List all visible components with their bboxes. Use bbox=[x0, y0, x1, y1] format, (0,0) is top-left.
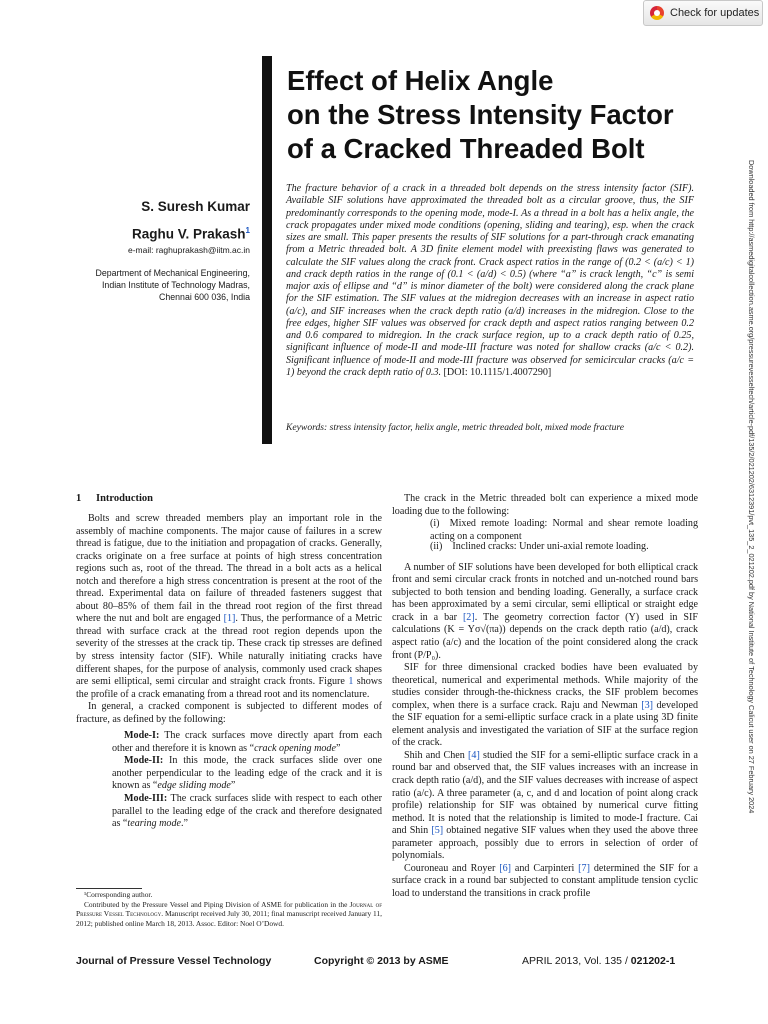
article-number: 021202-1 bbox=[630, 955, 676, 967]
citation-link[interactable]: [5] bbox=[431, 825, 444, 837]
footnote-marker[interactable]: 1 bbox=[245, 226, 250, 235]
title-line: of a Cracked Threaded Bolt bbox=[287, 133, 645, 164]
figure-link[interactable]: 1 bbox=[348, 676, 354, 688]
footnote-line: ¹Corresponding author. bbox=[84, 890, 153, 899]
title-accent-bar bbox=[262, 56, 272, 444]
download-watermark bbox=[742, 160, 756, 910]
affiliation-line: Department of Mechanical Engineering, bbox=[95, 268, 250, 278]
citation-link[interactable]: [4] bbox=[468, 749, 480, 761]
footnote-line: Contributed by the Pressure Vessel and Piping Division of ASME for publication in the Journal of Pressure Vessel Technology. Manuscript received July 30, 2011; final manuscript received January 11, 2012; published online March 18, 2013. Assoc. Editor: Noel O’Dowd. bbox=[76, 899, 382, 928]
list-item: Mode-I: The crack surfaces move directly apart from each other and therefore it is known as “crack opening mode” bbox=[112, 730, 382, 754]
paragraph: The crack in the Metric threaded bolt can experience a mixed mode loading due to the following: bbox=[392, 493, 698, 517]
citation-link[interactable]: [3] bbox=[641, 699, 653, 711]
section-heading bbox=[76, 493, 153, 504]
author-name: Raghu V. Prakash$^1$ bbox=[131, 226, 250, 242]
column-left bbox=[76, 513, 382, 831]
title-line: on the Stress Intensity Factor bbox=[287, 99, 674, 130]
footer-issue: APRIL 2013, Vol. 135 / 021202-1 bbox=[522, 955, 676, 967]
check-for-updates-button[interactable] bbox=[643, 0, 763, 26]
citation-link[interactable]: [7] bbox=[578, 862, 590, 874]
list-item: (ii) Inclined cracks: Under uni-axial remote loading. bbox=[430, 541, 649, 553]
crossmark-icon bbox=[650, 6, 664, 20]
affiliation bbox=[86, 267, 250, 304]
footnote-rule bbox=[76, 888, 142, 889]
author-name: S. Suresh Kumar bbox=[141, 199, 250, 214]
paragraph: Couroneau and Royer [6] and Carpinteri [7] determined the SIF for a surface crack in a round bar subjected to constant amplitude tension cyclic load to understand the transitions in crack profile bbox=[392, 862, 698, 899]
abstract-text: The fracture behavior of a crack in a threaded bolt depends on the stress intensity factor (SIF). Available SIF solutions have approximated the threaded bolt as a circular groove, thus, the SIF predominantly corresponds to the opening mode, mode-I. As a thread in a bolt has a helix angle, the crack propagates under mixed mode conditions (opening, sliding and tearing), esp. when the crack sizes are small. This paper presents the results of SIF solutions for a part-through crack emanating from a Metric threaded bolt. A 3D finite element model with preexisting flaws was generated to calculate the SIF values along the crack front. Crack aspect ratios in the range of (0.2 < (a/c) < 1) and crack depth ratios in the range of (0.1 < (a/d) < 0.5) (where “a” is crack length, “c” is semi major axis of ellipse and “d” is minor diameter of the bolt) were considered along the crack plane for the SIF estimation. The SIF values at the midregion decreases with an increase in aspect ratio (a/c), and SIF increases when the crack depth ratio (a/d) increases in the midregion. Close to the free edges, higher SIF values was observed for crack depth and aspect ratios ranging between 0.2 and 0.6 compared to midregion. In the crack surface region, up to a crack depth ratio of 0.25, significant influence of mode-II and mode-III fracture was noted for shallow cracks (a/c < 0.2). Significant influence of mode-II and mode-III fracture was observed for semicircular cracks (a/c = 1) beyond the crack depth ratio of 0.3. bbox=[286, 183, 694, 378]
title-line: Effect of Helix Angle bbox=[287, 65, 554, 96]
check-for-updates-label: Check for updates bbox=[670, 7, 760, 19]
download-watermark-text: Downloaded from http://asmedigitalcollection.asme.org/pressurevesseltech/article-pdf/135/2/021202/6312391/pvt_135_2_021202.pdf by National Institute of Technology Calicut user on 27 February 2024 bbox=[747, 160, 756, 814]
abstract bbox=[286, 183, 694, 379]
affiliation-line: Indian Institute of Technology Madras, bbox=[101, 280, 250, 291]
paragraph: SIF for three dimensional cracked bodies have been evaluated by theoretical, numerical and experimental methods. While majority of the studies consider through-the-thickness cracks, the SIF problem becomes complex, when there is a surface crack. Raju and Newman [3] developed the SIF equation for a semi-elliptic surface crack in a plate using 3D finite element analysis and investigated the variation of SIF at the surface region of the crack. bbox=[392, 662, 698, 749]
list-item: Mode-II: In this mode, the crack surfaces slide over one another perpendicular to the leading edge of the crack and it is known as “edge sliding mode” bbox=[112, 755, 382, 792]
paragraph: A number of SIF solutions have been developed for both elliptical crack front and semi circular crack fronts in notched and un-notched round bars subjected to both tension and bending loading. Generally, a surface crack has been approximated by a semi circular, semi elliptical or straight edge crack in a bar [2]. The geometry correction factor (Y) used in SIF calculations (K = Yσ√(πa)) depends on the crack depth ratio (a/d), crack aspect ratio (a/c) and the location of the point considered along the crack front (P/P₀). bbox=[392, 561, 698, 661]
keywords: Keywords: stress intensity factor, helix angle, metric threaded bolt, mixed mode fracture bbox=[286, 422, 625, 433]
footnote bbox=[76, 890, 382, 928]
doi-link[interactable]: [DOI: 10.1115/1.4007290] bbox=[443, 366, 552, 378]
column-right bbox=[392, 493, 698, 901]
citation-link[interactable]: [1] bbox=[223, 613, 236, 625]
paper-title bbox=[287, 64, 674, 166]
citation-link[interactable]: [2] bbox=[462, 611, 475, 623]
paragraph: Bolts and screw threaded members play an important role in the assembly of machine components. The major cause of failures in a screw thread is fatigue, due to the initiation and propagation of cracks. Generally, cracks originate on a free surface at points of high stress concentration regions such as, root of the thread. The thread in a bolt acts as a helical notch and therefore a high stress concentration is present at the root of the thread. Experimental data on failure of threaded fasteners suggest that about 80–85% of them fail in the thread root region of the first thread where the nut and bolt are engaged [1]. Thus, the performance of a Metric thread with surface crack at the thread root region depends upon the severity of the stresses at the crack tip. These crack tip stresses are defined by stress intensity factor (SIF). While naturally initiating cracks have different shapes, for the purpose of analysis, commonly used crack shapes are semi elliptical, semi circular and straight crack fronts. Figure 1 shows the profile of a crack emanating from a thread root and its nomenclature. bbox=[76, 513, 383, 700]
journal-name: Journal of Pressure Vessel Technology bbox=[76, 899, 382, 919]
author-email[interactable]: e-mail: raghuprakash@iitm.ac.in bbox=[127, 244, 250, 255]
paragraph: In general, a cracked component is subjected to different modes of fracture, as defined by the following: bbox=[76, 701, 382, 725]
footer-copyright: Copyright © 2013 by ASME bbox=[314, 955, 449, 967]
paragraph: Shih and Chen [4] studied the SIF for a semi-elliptic surface crack in a round bar and observed that, the SIF values increases with an increase in crack depth ratio (a/d), and the SIF values decreases with increase of aspect ratio (a/c). A three parameter (a, c, and d and location of point along crack profile) relationship for SIF was obtained by numerical curve fitting method. It is noted that the relationship is limited to mode-I fracture. Cai and Shin [5] obtained negative SIF values when they used the above three parameter approach, possibly due to errors in selection of order of polynomials. bbox=[392, 749, 698, 862]
affiliation-line: Chennai 600 036, India bbox=[159, 292, 250, 303]
list-item: (i) Mixed remote loading: Normal and shear remote loading acting on a component bbox=[430, 518, 698, 542]
section-number: 1 bbox=[76, 493, 82, 504]
section-title: Introduction bbox=[96, 493, 153, 504]
citation-link[interactable]: [6] bbox=[499, 862, 511, 874]
footer-journal: Journal of Pressure Vessel Technology bbox=[76, 955, 272, 967]
mode-list bbox=[76, 730, 382, 830]
author-block bbox=[86, 198, 250, 256]
list-item: Mode-III: The crack surfaces slide with respect to each other parallel to the leading edge of the crack and therefore designated as “tearing mode.” bbox=[112, 793, 382, 830]
